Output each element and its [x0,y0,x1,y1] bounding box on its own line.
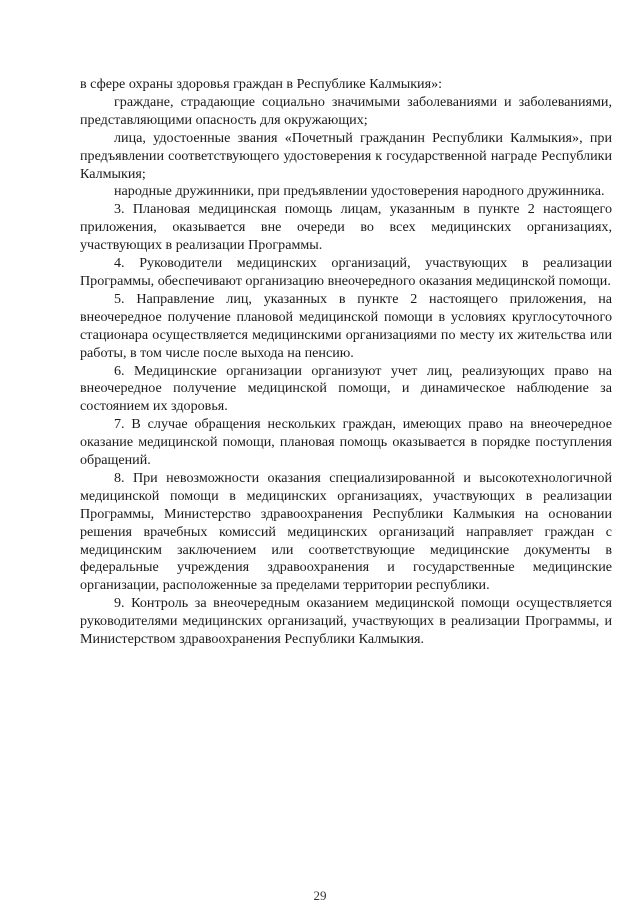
paragraph-item-3: 3. Плановая медицинская помощь лицам, указанным в пункте 2 настоящего приложения, оказывается вне очереди во всех медицинских организациях, участвующих в реализации Программы. [80,201,612,254]
page-number: 29 [313,888,327,903]
paragraph-item-9: 9. Контроль за внеочередным оказанием медицинской помощи осуществляется руководителями медицинских организаций, участвующих в реализации Программы, и Министерством здравоохранения Республики Калмыкия. [80,595,612,648]
paragraph-item-5: 5. Направление лиц, указанных в пункте 2 настоящего приложения, на внеочередное получение плановой медицинской помощи в условиях круглосуточного стационара осуществляется медицинскими организациями по месту их жительства или работы, в том числе после выхода на пенсию. [80,290,612,361]
paragraph-citizens-diseases: граждане, страдающие социально значимыми заболеваниями и заболеваниями, представляющими опасность для окружающих; [80,93,612,128]
paragraph-honorary-citizens: лица, удостоенные звания «Почетный гражданин Республики Калмыкия», при предъявлении соответствующего удостоверения к государственной награде Республики Калмыкия; [80,129,612,182]
paragraph-item-8: 8. При невозможности оказания специализированной и высокотехнологичной медицинской помощи в медицинских организациях, участвующих в реализации Программы, Министерство здравоохранения Республики Калмыкия на основании решения врачебных комиссий медицинских организаций направляет граждан с медицинским заключением или соответствующие медицинские документы в федеральные учреждения здравоохранения и государственные медицинские организации, расположенные за пределами территории республики. [80,469,612,594]
paragraph-item-6: 6. Медицинские организации организуют учет лиц, реализующих право на внеочередное получение медицинской помощи, и динамическое наблюдение за состоянием их здоровья. [80,362,612,415]
paragraph-people-guards: народные дружинники, при предъявлении удостоверения народного дружинника. [114,183,605,200]
document-body [80,76,612,649]
paragraph-item-4: 4. Руководители медицинских организаций, участвующих в реализации Программы, обеспечивают организацию внеочередного оказания медицинской помощи. [80,255,612,289]
paragraph-continuation: в сфере охраны здоровья граждан в Республике Калмыкия»: [80,76,443,92]
paragraph-item-7: 7. В случае обращения нескольких граждан, имеющих право на внеочередное оказание медицинской помощи, плановая помощь оказывается в порядке поступления обращений. [80,416,612,469]
